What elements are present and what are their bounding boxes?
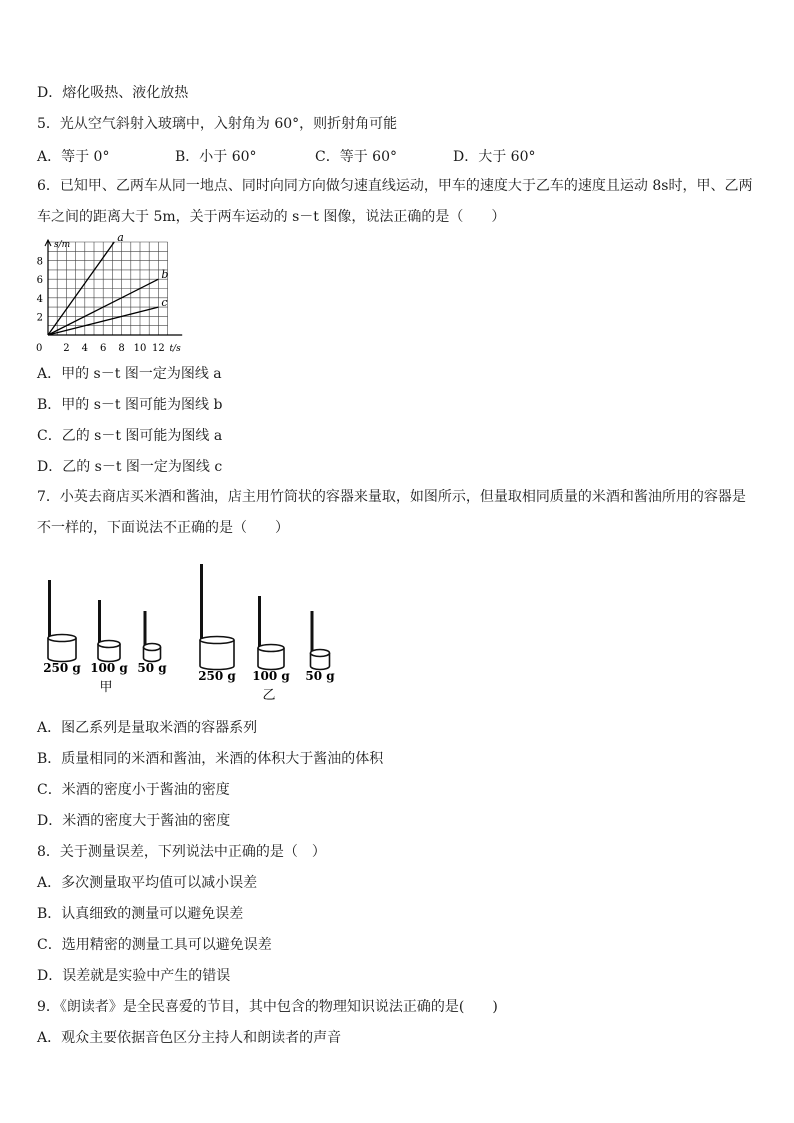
q5-stem: 5．光从空气斜射入玻璃中，入射角为 60°，则折射角可能 — [37, 116, 398, 132]
group_yi-label: 乙 — [262, 688, 276, 703]
x-tick-label: 4 — [81, 343, 88, 354]
group_jia-cup-rim-2 — [144, 644, 161, 651]
q6-option-a: A．甲的 s－t 图一定为图线 a — [37, 366, 222, 382]
group_yi-cup-rim-1 — [258, 645, 284, 652]
group_jia-label: 甲 — [99, 680, 113, 695]
group_yi-cup-0 — [200, 640, 234, 670]
q9-option-a: A．观众主要依据音色区分主持人和朗读者的声音 — [37, 1030, 342, 1046]
group_jia-cup-rim-1 — [98, 641, 120, 648]
x-axis-label: t/s — [169, 344, 181, 354]
y-axis-label: s/m — [54, 240, 71, 250]
y-tick-label: 8 — [36, 256, 43, 268]
container-figure — [36, 555, 346, 705]
group_yi-mass-label-0: 250 g — [198, 669, 236, 683]
q5-option-b: B．小于 60° — [175, 149, 257, 165]
series-label-b: b — [161, 268, 169, 282]
group_yi-mass-label-2: 50 g — [305, 669, 335, 683]
group_yi-cup-rim-0 — [200, 637, 234, 644]
q8-option-a: A．多次测量取平均值可以减小误差 — [37, 875, 258, 891]
group_jia-mass-label-2: 50 g — [137, 661, 167, 675]
group_yi-cup-rim-2 — [311, 650, 330, 657]
q5-option-a: A．等于 0° — [37, 149, 110, 165]
origin-label: 0 — [36, 343, 43, 354]
q6-stem: 6．已知甲、乙两车从同一地点、同时向同方向做匀速直线运动，甲车的速度大于乙车的速度且运动 8s时，甲、乙两车之间的距离大于 5m，关于两车运动的 s－t 图像，说法正确的是（ ） — [37, 178, 753, 225]
q7-option-c: C．米酒的密度小于酱油的密度 — [37, 782, 230, 798]
q5-option-d: D．大于 60° — [453, 149, 536, 165]
q6-option-d: D．乙的 s－t 图一定为图线 c — [37, 459, 223, 475]
x-tick-label: 8 — [118, 343, 125, 354]
q7-option-b: B．质量相同的米酒和酱油，米酒的体积大于酱油的体积 — [37, 751, 384, 767]
group_jia-mass-label-0: 250 g — [43, 661, 81, 675]
series-label-c: c — [161, 296, 168, 310]
q5-option-c: C．等于 60° — [315, 149, 397, 165]
x-tick-label: 6 — [100, 343, 107, 354]
q8-option-c: C．选用精密的测量工具可以避免误差 — [37, 937, 272, 953]
q6-option-c: C．乙的 s－t 图可能为图线 a — [37, 428, 223, 444]
q6-option-b: B．甲的 s－t 图可能为图线 b — [37, 397, 223, 413]
q8-option-d: D．误差就是实验中产生的错误 — [37, 968, 231, 984]
x-tick-label: 10 — [133, 343, 147, 354]
q7-option-d: D．米酒的密度大于酱油的密度 — [37, 813, 231, 829]
st-graph — [28, 231, 198, 356]
q9-stem: 9．《朗读者》是全民喜爱的节目，其中包含的物理知识说法正确的是( ) — [37, 999, 498, 1015]
series-label-a: a — [117, 231, 124, 244]
y-tick-label: 2 — [36, 312, 43, 324]
q4-option-d: D．熔化吸热、液化放热 — [37, 85, 189, 101]
group_jia-cup-rim-0 — [48, 635, 76, 642]
q8-option-b: B．认真细致的测量可以避免误差 — [37, 906, 244, 922]
q7-option-a: A．图乙系列是量取米酒的容器系列 — [37, 720, 258, 736]
group_yi-mass-label-1: 100 g — [252, 669, 290, 683]
group_jia-mass-label-1: 100 g — [90, 661, 128, 675]
x-tick-label: 12 — [152, 343, 165, 354]
y-tick-label: 6 — [36, 275, 43, 287]
q8-stem: 8．关于测量误差，下列说法中正确的是（ ） — [37, 844, 326, 860]
x-tick-label: 2 — [63, 343, 70, 354]
y-tick-label: 4 — [36, 293, 43, 305]
q7-stem: 7．小英去商店买米酒和酱油，店主用竹筒状的容器来量取，如图所示，但量取相同质量的米酒和酱油所用的容器是不一样的，下面说法不正确的是（ ） — [37, 489, 746, 536]
